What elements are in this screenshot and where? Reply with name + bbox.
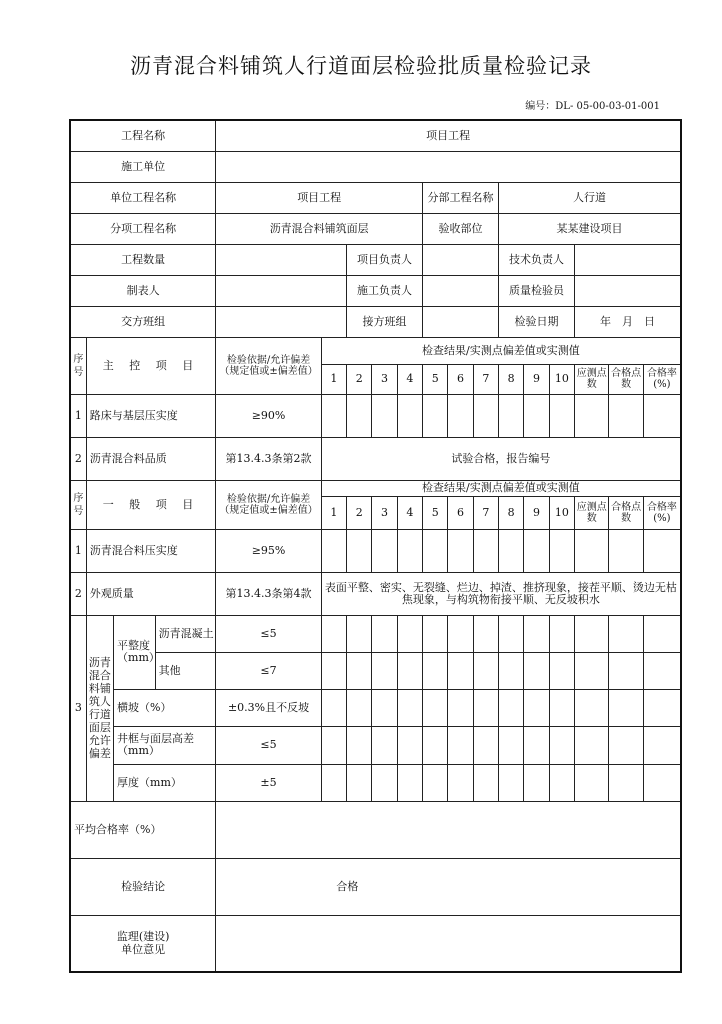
deviation-row-4-basis: ≤5 (216, 726, 321, 764)
general-item-2-basis: 第13.4.3条第4款 (216, 572, 321, 615)
general-item-1-basis: ≥95% (216, 529, 321, 572)
construction-unit-value (216, 151, 681, 182)
preparer-label: 制表人 (70, 275, 216, 306)
project-name-value: 项目工程 (216, 120, 681, 151)
g-col-4: 4 (397, 496, 422, 529)
project-lead-label: 项目负责人 (347, 244, 423, 275)
division-project-value: 人行道 (499, 182, 681, 213)
main-control-label: 主 控 项 目 (86, 337, 216, 394)
g-pass-points: 合格点数 (609, 496, 643, 529)
results-header: 检查结果/实测点偏差值或实测值 (321, 337, 681, 364)
inspection-record-table (69, 119, 682, 973)
col-5: 5 (423, 364, 448, 394)
col-7: 7 (473, 364, 498, 394)
supervisor-label: 监理(建设)单位意见 (70, 915, 216, 972)
col-9: 9 (524, 364, 549, 394)
project-name-label: 工程名称 (70, 120, 216, 151)
inspection-date-label: 检验日期 (499, 306, 575, 337)
handover-shift-value (216, 306, 347, 337)
deviation-row-5-basis: ±5 (216, 764, 321, 801)
flatness-label: 平整度（mm） (114, 615, 156, 689)
construction-lead-value (423, 275, 499, 306)
inspection-date-value: 年 月 日 (575, 306, 682, 337)
pass-rate-header: 合格率(%) (643, 364, 681, 394)
deviation-row-2-name: 其他 (155, 652, 216, 689)
col-1: 1 (321, 364, 346, 394)
deviation-row-1-basis: ≤5 (216, 615, 321, 652)
col-4: 4 (397, 364, 422, 394)
subitem-project-value: 沥青混合料铺筑面层 (216, 213, 423, 244)
col-8: 8 (499, 364, 524, 394)
deviation-row-3-name: 横坡（%） (114, 689, 216, 726)
pass-points-header: 合格点数 (609, 364, 643, 394)
deviation-row-1-name: 沥青混凝土 (155, 615, 216, 652)
col-2: 2 (347, 364, 372, 394)
general-item-2-result: 表面平整、密实、无裂缝、烂边、掉渣、推挤现象，接茬平顺、烫边无枯焦现象，与构筑物衔接平顺、无反坡积水 (321, 572, 681, 615)
supervisor-value (216, 915, 681, 972)
construction-unit-label: 施工单位 (70, 151, 216, 182)
general-item-2-name: 外观质量 (86, 572, 216, 615)
tech-lead-label: 技术负责人 (499, 244, 575, 275)
g-col-7: 7 (473, 496, 498, 529)
takeover-shift-value (423, 306, 499, 337)
tech-lead-value (575, 244, 682, 275)
g-col-3: 3 (372, 496, 397, 529)
seq-header: 序号 (70, 337, 86, 394)
g-col-6: 6 (448, 496, 473, 529)
g-col-5: 5 (423, 496, 448, 529)
col-10: 10 (549, 364, 574, 394)
g-should-points: 应测点数 (575, 496, 609, 529)
takeover-shift-label: 接方班组 (347, 306, 423, 337)
quality-inspector-value (575, 275, 682, 306)
main-item-1-basis: ≥90% (216, 394, 321, 437)
avg-rate-label: 平均合格率（%） (70, 801, 216, 858)
main-item-1-name: 路床与基层压实度 (86, 394, 216, 437)
unit-project-label: 单位工程名称 (70, 182, 216, 213)
acceptance-part-value: 某某建设项目 (499, 213, 681, 244)
g-col-10: 10 (549, 496, 574, 529)
division-project-label: 分部工程名称 (423, 182, 499, 213)
general-item-2-no: 2 (70, 572, 86, 615)
col-3: 3 (372, 364, 397, 394)
unit-project-value: 项目工程 (216, 182, 423, 213)
general-label: 一 般 项 目 (86, 480, 216, 529)
general-item-1-name: 沥青混合料压实度 (86, 529, 216, 572)
main-item-1-no: 1 (70, 394, 86, 437)
main-item-2-basis: 第13.4.3条第2款 (216, 437, 321, 480)
conclusion-label: 检验结论 (70, 858, 216, 915)
deviation-row-4-name: 井框与面层高差（mm） (114, 726, 216, 764)
quantity-label: 工程数量 (70, 244, 216, 275)
subitem-project-label: 分项工程名称 (70, 213, 216, 244)
general-results-header: 检查结果/实测点偏差值或实测值 (321, 480, 681, 496)
g-pass-rate: 合格率(%) (643, 496, 681, 529)
page-title: 沥青混合料铺筑人行道面层检验批质量检验记录 (130, 54, 592, 78)
main-item-2-no: 2 (70, 437, 86, 480)
construction-lead-label: 施工负责人 (347, 275, 423, 306)
quantity-value (216, 244, 347, 275)
g-col-2: 2 (347, 496, 372, 529)
avg-rate-value (216, 801, 681, 858)
g-col-8: 8 (499, 496, 524, 529)
g-col-9: 9 (524, 496, 549, 529)
deviation-row-5-name: 厚度（mm） (114, 764, 216, 801)
deviation-row-3-basis: ±0.3%且不反坡 (216, 689, 321, 726)
document-number: 编号：DL- 05-00-03-01-001 (525, 101, 660, 112)
deviation-no: 3 (70, 615, 86, 801)
should-points-header: 应测点数 (575, 364, 609, 394)
deviation-group-label: 沥青混合料铺筑人行道面层允许偏差 (86, 615, 113, 801)
basis-header: 检验依据/允许偏差（规定值或±偏差值） (216, 337, 321, 394)
preparer-value (216, 275, 347, 306)
quality-inspector-label: 质量检验员 (499, 275, 575, 306)
project-lead-value (423, 244, 499, 275)
deviation-row-2-basis: ≤7 (216, 652, 321, 689)
general-item-1-no: 1 (70, 529, 86, 572)
conclusion-value: 合格 (216, 858, 681, 915)
handover-shift-label: 交方班组 (70, 306, 216, 337)
general-basis-header: 检验依据/允许偏差（规定值或±偏差值） (216, 480, 321, 529)
col-6: 6 (448, 364, 473, 394)
main-item-2-name: 沥青混合料品质 (86, 437, 216, 480)
g-col-1: 1 (321, 496, 346, 529)
acceptance-part-label: 验收部位 (423, 213, 499, 244)
main-item-2-result: 试验合格，报告编号 (321, 437, 681, 480)
general-seq-header: 序号 (70, 480, 86, 529)
